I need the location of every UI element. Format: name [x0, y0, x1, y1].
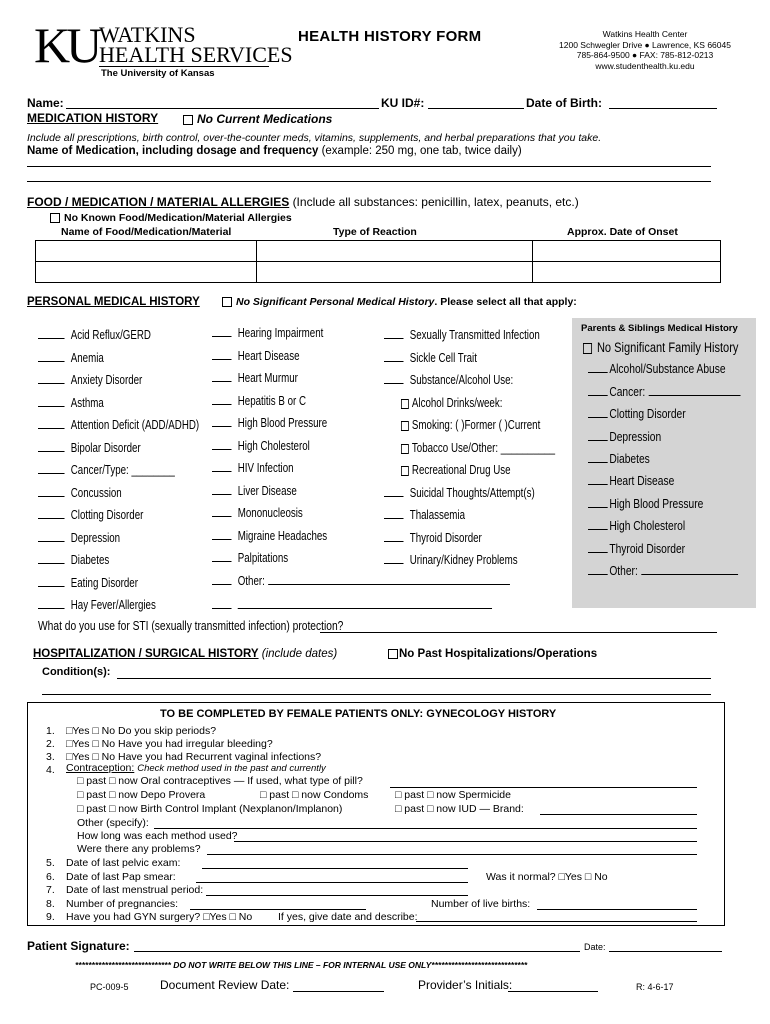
pmh-item[interactable]	[38, 441, 141, 455]
pmh-item-label: Sexually Transmitted Infection	[409, 328, 540, 342]
gyn-q5: Date of last pelvic exam:	[66, 857, 181, 869]
pmh-check-blank[interactable]	[38, 496, 65, 497]
allergies-heading: FOOD / MEDICATION / MATERIAL ALLERGIES	[27, 195, 290, 209]
table-cell[interactable]	[36, 262, 257, 283]
pmh-check-blank[interactable]	[38, 541, 65, 542]
pmh-check-blank[interactable]	[212, 381, 232, 382]
gyn-spermicide[interactable]: □ past □ now Spermicide	[395, 789, 511, 801]
gyn-q9-field[interactable]	[416, 921, 697, 922]
pmh-item[interactable]	[212, 371, 298, 385]
gyn-q7-field[interactable]	[206, 895, 468, 896]
pmh-item-label: Thalassemia	[409, 508, 466, 522]
pmh-subitem[interactable]	[401, 418, 540, 432]
pmh-item-label: Hay Fever/Allergies	[70, 598, 156, 612]
pmh-item[interactable]	[38, 396, 104, 410]
family-item-label: High Cholesterol	[609, 519, 686, 533]
pmh-subitem-checkbox[interactable]	[401, 444, 409, 454]
gyn-problems: Were there any problems?	[77, 843, 201, 855]
conditions-field-1[interactable]	[117, 678, 711, 679]
medication-line-1[interactable]	[27, 166, 711, 167]
pmh-check-blank[interactable]	[384, 496, 404, 497]
logo-line2: HEALTH SERVICES	[99, 42, 293, 67]
family-check-blank[interactable]	[588, 574, 608, 575]
revision: R: 4-6-17	[636, 982, 674, 992]
allergy-col-onset: Approx. Date of Onset	[567, 226, 678, 238]
pmh-item-label: Mononucleosis	[237, 506, 303, 520]
hospital-note: (include dates)	[261, 648, 338, 660]
pmh-check-blank[interactable]	[38, 428, 65, 429]
medication-example: (example: 250 mg, one tab, twice daily)	[321, 145, 522, 157]
pmh-subitem-label: Tobacco Use/Other: __________	[411, 441, 556, 455]
gyn-other-field[interactable]	[154, 828, 697, 829]
table-cell[interactable]	[533, 241, 721, 262]
pmh-select-all: . Please select all that apply:	[434, 296, 577, 308]
family-item-label: Cancer:	[609, 385, 646, 399]
pmh-heading: PERSONAL MEDICAL HISTORY	[27, 296, 200, 308]
family-item-label: Depression	[609, 430, 662, 444]
gyn-oral[interactable]: □ past □ now Oral contraceptives — If used, what type of pill?	[77, 775, 363, 787]
pmh-item[interactable]	[38, 373, 142, 387]
family-item-label: High Blood Pressure	[609, 497, 704, 511]
pmh-item-label: Diabetes	[70, 553, 110, 567]
family-item[interactable]	[588, 430, 661, 444]
pmh-item-label: Heart Disease	[237, 349, 300, 363]
allergy-col-name: Name of Food/Medication/Material	[61, 226, 232, 238]
gyn-q8-births-field[interactable]	[537, 909, 697, 910]
review-date-field[interactable]	[293, 991, 384, 992]
gyn-other: Other (specify):	[77, 817, 149, 829]
family-item[interactable]	[588, 452, 650, 466]
initials-label: Provider’s Initials:	[418, 978, 513, 992]
gyn-problems-field[interactable]	[207, 854, 697, 855]
pmh-check-blank[interactable]	[212, 449, 232, 450]
table-cell[interactable]	[257, 262, 533, 283]
pmh-check-blank[interactable]	[38, 473, 65, 474]
gyn-q8-births: Number of live births:	[431, 898, 531, 910]
table-row	[36, 241, 721, 262]
pmh-item-label: Migraine Headaches	[237, 529, 328, 543]
gyn-how-long: How long was each method used?	[77, 830, 238, 842]
pmh-item[interactable]	[38, 576, 138, 590]
dob-field[interactable]	[609, 108, 717, 109]
pmh-item[interactable]	[212, 574, 516, 588]
family-check-blank[interactable]	[588, 552, 608, 553]
no-allergies-checkbox[interactable]	[50, 213, 60, 223]
pmh-item[interactable]	[384, 531, 482, 545]
pmh-check-blank[interactable]	[212, 584, 232, 585]
family-item-label: Clotting Disorder	[609, 407, 686, 421]
pmh-item-label: High Blood Pressure	[237, 416, 328, 430]
gyn-q5-field[interactable]	[202, 868, 468, 869]
no-pmh-label: No Significant Personal Medical History	[236, 296, 435, 308]
gyn-condoms[interactable]: □ past □ now Condoms	[260, 789, 369, 801]
family-check-blank[interactable]	[588, 372, 608, 373]
signature-label: Patient Signature:	[27, 939, 130, 953]
pmh-item-label: Acid Reflux/GERD	[70, 328, 151, 342]
gyn-depo[interactable]: □ past □ now Depo Provera	[77, 789, 206, 801]
gyn-q3[interactable]: □Yes □ No Have you had Recurrent vaginal infections?	[66, 751, 322, 763]
pmh-item-label: Hepatitis B or C	[237, 394, 307, 408]
gyn-q4-note: Check method used in the past and currently	[137, 763, 326, 774]
pmh-check-blank[interactable]	[212, 404, 232, 405]
pmh-check-blank[interactable]	[212, 359, 232, 360]
pmh-item[interactable]	[38, 486, 122, 500]
no-medications-checkbox[interactable]	[183, 115, 193, 125]
pmh-check-blank[interactable]	[212, 539, 232, 540]
table-cell[interactable]	[36, 241, 257, 262]
signature-field[interactable]	[134, 951, 580, 952]
pmh-item-label: Palpitations	[237, 551, 289, 565]
medication-heading: MEDICATION HISTORY	[27, 111, 159, 125]
pmh-check-blank[interactable]	[384, 563, 404, 564]
family-item-label: Alcohol/Substance Abuse	[609, 362, 726, 376]
no-allergies-label: No Known Food/Medication/Material Allergies	[64, 212, 292, 224]
pmh-item[interactable]	[384, 508, 465, 522]
pmh-subitem-label: Recreational Drug Use	[411, 463, 511, 477]
table-cell[interactable]	[533, 262, 721, 283]
center-info	[555, 29, 735, 71]
allergy-table	[35, 240, 721, 283]
pmh-check-blank[interactable]	[38, 338, 65, 339]
family-item[interactable]	[588, 474, 674, 488]
pmh-item[interactable]	[38, 463, 175, 477]
no-hospital-checkbox[interactable]	[388, 649, 398, 659]
pmh-item[interactable]	[212, 551, 288, 565]
pmh-item[interactable]	[212, 349, 300, 363]
pmh-item[interactable]	[212, 326, 323, 340]
sti-question: What do you use for STI (sexually transmitted infection) protection?	[38, 619, 344, 633]
gyn-q9-describe: If yes, give date and describe:	[278, 911, 418, 923]
conditions-field-2[interactable]	[42, 694, 711, 695]
medication-line-2[interactable]	[27, 181, 711, 182]
family-item[interactable]	[588, 362, 726, 376]
gyn-q1[interactable]: □Yes □ No Do you skip periods?	[66, 725, 217, 737]
center-web: www.studenthealth.ku.edu	[595, 60, 695, 71]
kuid-label: KU ID#:	[381, 96, 425, 110]
gyn-heading: TO BE COMPLETED BY FEMALE PATIENTS ONLY: GYNECOLOGY HISTORY	[160, 708, 557, 720]
pmh-check-blank[interactable]	[38, 586, 65, 587]
pmh-check-blank[interactable]	[212, 494, 232, 495]
gyn-q9[interactable]: Have you had GYN surgery? □Yes □ No	[66, 911, 253, 923]
pmh-item-label: High Cholesterol	[237, 439, 310, 453]
pmh-check-blank[interactable]	[212, 561, 232, 562]
pmh-subitem[interactable]	[401, 463, 511, 477]
family-check-blank[interactable]	[588, 507, 608, 508]
page-title: HEALTH HISTORY FORM	[298, 28, 482, 45]
pmh-item[interactable]	[212, 484, 297, 498]
gyn-q8: Number of pregnancies:	[66, 898, 179, 910]
family-item-label: Heart Disease	[609, 474, 675, 488]
pmh-subitem-checkbox[interactable]	[401, 399, 409, 409]
pmh-item-label: Hearing Impairment	[237, 326, 324, 340]
pmh-check-blank[interactable]	[384, 361, 404, 362]
pmh-item-label: Anxiety Disorder	[70, 373, 143, 387]
table-row	[36, 262, 721, 283]
pmh-subitem-label: Alcohol Drinks/week:	[411, 396, 503, 410]
pmh-item[interactable]	[212, 416, 327, 430]
table-cell[interactable]	[257, 241, 533, 262]
pmh-check-blank[interactable]	[212, 336, 232, 337]
pmh-check-blank[interactable]	[212, 471, 232, 472]
gyn-q6: Date of last Pap smear:	[66, 871, 176, 883]
pmh-item[interactable]	[38, 418, 199, 432]
family-item-label: Diabetes	[609, 452, 650, 466]
form-code: PC-009-5	[90, 982, 129, 992]
conditions-label: Condition(s):	[42, 666, 111, 678]
family-item[interactable]	[588, 564, 738, 578]
pmh-item-label: Anemia	[70, 351, 104, 365]
pmh-check-blank[interactable]	[38, 383, 65, 384]
dob-label: Date of Birth:	[526, 96, 602, 110]
family-item[interactable]	[588, 519, 685, 533]
review-date-label: Document Review Date:	[160, 978, 290, 992]
family-check-blank[interactable]	[588, 417, 608, 418]
pmh-subitem[interactable]	[401, 396, 502, 410]
pmh-item[interactable]	[38, 328, 151, 342]
pmh-item-blank[interactable]	[212, 598, 498, 612]
family-item-label: Thyroid Disorder	[609, 542, 686, 556]
pmh-item[interactable]	[212, 439, 310, 453]
no-family-label: No Significant Family History	[596, 340, 739, 355]
pmh-item-label: Depression	[70, 531, 121, 545]
pmh-check-blank[interactable]	[212, 426, 232, 427]
logo-line1: WATKINS	[99, 22, 196, 47]
allergies-note: (Include all substances: penicillin, latex, peanuts, etc.)	[292, 195, 579, 209]
name-label: Name:	[27, 96, 64, 110]
gyn-q7: Date of last menstrual period:	[66, 884, 204, 896]
pmh-item[interactable]	[384, 553, 518, 567]
pmh-check-blank[interactable]	[384, 541, 404, 542]
medication-name-label: Name of Medication, including dosage and frequency	[27, 145, 319, 157]
pmh-subitem[interactable]	[401, 441, 555, 455]
medication-instructions: Include all prescriptions, birth control, over-the-counter meds, vitamins, supplements, and herbal preparations that you take.	[27, 132, 602, 144]
date-label: Date:	[584, 942, 606, 952]
center-phone: 785-864-9500 ● FAX: 785-812-0213	[576, 50, 714, 60]
pmh-subitem-checkbox[interactable]	[401, 466, 409, 476]
pmh-item[interactable]	[212, 394, 306, 408]
kuid-field[interactable]	[428, 108, 524, 109]
gyn-how-long-field[interactable]	[234, 841, 697, 842]
pmh-item-label: Thyroid Disorder	[409, 531, 482, 545]
no-family-checkbox[interactable]	[583, 343, 592, 354]
pmh-item[interactable]	[38, 508, 143, 522]
other-field[interactable]	[268, 584, 510, 585]
pmh-item-label: HIV Infection	[237, 461, 294, 475]
pmh-item-label: Eating Disorder	[70, 576, 138, 590]
no-pmh-checkbox[interactable]	[222, 297, 232, 307]
pmh-item[interactable]	[384, 351, 477, 365]
pmh-item[interactable]	[38, 351, 104, 365]
pmh-item[interactable]	[384, 328, 540, 342]
family-item[interactable]	[588, 407, 686, 421]
pmh-item[interactable]	[384, 486, 535, 500]
gyn-q4-label: Contraception:	[66, 762, 135, 774]
pmh-item-label: Attention Deficit (ADD/ADHD)	[70, 418, 200, 432]
pmh-item-label: Suicidal Thoughts/Attempt(s)	[409, 486, 535, 500]
pmh-item[interactable]	[38, 531, 120, 545]
pmh-item-label: Substance/Alcohol Use:	[409, 373, 514, 387]
pmh-item-label: Liver Disease	[237, 484, 297, 498]
family-check-blank[interactable]	[588, 395, 608, 396]
family-item[interactable]	[588, 497, 703, 511]
pmh-item-label: Cancer/Type: ________	[70, 463, 175, 477]
family-item[interactable]	[588, 542, 685, 556]
family-heading: Parents & Siblings Medical History	[581, 323, 738, 334]
pmh-check-blank[interactable]	[384, 383, 404, 384]
hospital-heading: HOSPITALIZATION / SURGICAL HISTORY	[33, 648, 259, 660]
pmh-subitem-checkbox[interactable]	[401, 421, 409, 431]
center-name: Watkins Health Center	[602, 29, 688, 39]
pmh-item[interactable]	[212, 506, 303, 520]
logo-ku: KU	[34, 17, 99, 73]
pmh-item[interactable]	[212, 461, 294, 475]
family-check-blank[interactable]	[588, 529, 608, 530]
pmh-item[interactable]	[384, 373, 513, 387]
allergy-col-reaction: Type of Reaction	[333, 226, 417, 238]
signature-date-field[interactable]	[609, 951, 722, 952]
internal-use-banner: ***************************** DO NOT WRITE BELOW THIS LINE – FOR INTERNAL USE ONLY*****************************	[75, 960, 528, 970]
sti-field[interactable]	[320, 632, 717, 633]
no-medications-label: No Current Medications	[197, 112, 333, 126]
pmh-item[interactable]	[38, 553, 109, 567]
pmh-item-label: Clotting Disorder	[70, 508, 144, 522]
pmh-item-label: Heart Murmur	[237, 371, 298, 385]
center-address: 1200 Schwegler Drive ● Lawrence, KS 66045	[559, 39, 731, 50]
pmh-check-blank[interactable]	[38, 608, 65, 609]
pmh-item-label: Other:	[237, 574, 265, 588]
pmh-check-blank[interactable]	[384, 518, 404, 519]
initials-field[interactable]	[508, 991, 598, 992]
name-field[interactable]	[66, 108, 379, 109]
family-item[interactable]	[588, 385, 740, 399]
family-item-label: Other:	[609, 564, 638, 578]
pmh-item-label: Sickle Cell Trait	[409, 351, 477, 365]
gyn-q6-field[interactable]	[196, 882, 468, 883]
family-check-blank[interactable]	[588, 484, 608, 485]
pmh-item[interactable]	[38, 598, 156, 612]
pmh-subitem-label: Smoking: ( )Former ( )Current	[411, 418, 541, 432]
gyn-q8-field[interactable]	[190, 909, 366, 910]
gyn-implant[interactable]: □ past □ now Birth Control Implant (Nexplanon/Implanon)	[77, 803, 343, 815]
pmh-item-label: Urinary/Kidney Problems	[409, 553, 518, 567]
gyn-iud[interactable]: □ past □ now IUD — Brand:	[395, 803, 524, 815]
family-check-blank[interactable]	[588, 462, 608, 463]
pmh-check-blank[interactable]	[38, 563, 65, 564]
family-check-blank[interactable]	[588, 440, 608, 441]
pmh-check-blank[interactable]	[38, 451, 65, 452]
logo-sub: The University of Kansas	[101, 68, 215, 79]
pmh-check-blank[interactable]	[38, 518, 65, 519]
pmh-check-blank[interactable]	[38, 406, 65, 407]
pmh-check-blank[interactable]	[212, 516, 232, 517]
pmh-item-label: Asthma	[70, 396, 104, 410]
gyn-q6-normal[interactable]: Was it normal? □Yes □ No	[486, 871, 608, 883]
pmh-check-blank[interactable]	[384, 338, 404, 339]
pmh-item-label: Bipolar Disorder	[70, 441, 141, 455]
pmh-item[interactable]	[212, 529, 327, 543]
no-hospital-label: No Past Hospitalizations/Operations	[399, 648, 598, 660]
pmh-check-blank[interactable]	[38, 361, 65, 362]
gyn-q2[interactable]: □Yes □ No Have you had irregular bleeding?	[66, 738, 273, 750]
pmh-item-label: Concussion	[70, 486, 122, 500]
